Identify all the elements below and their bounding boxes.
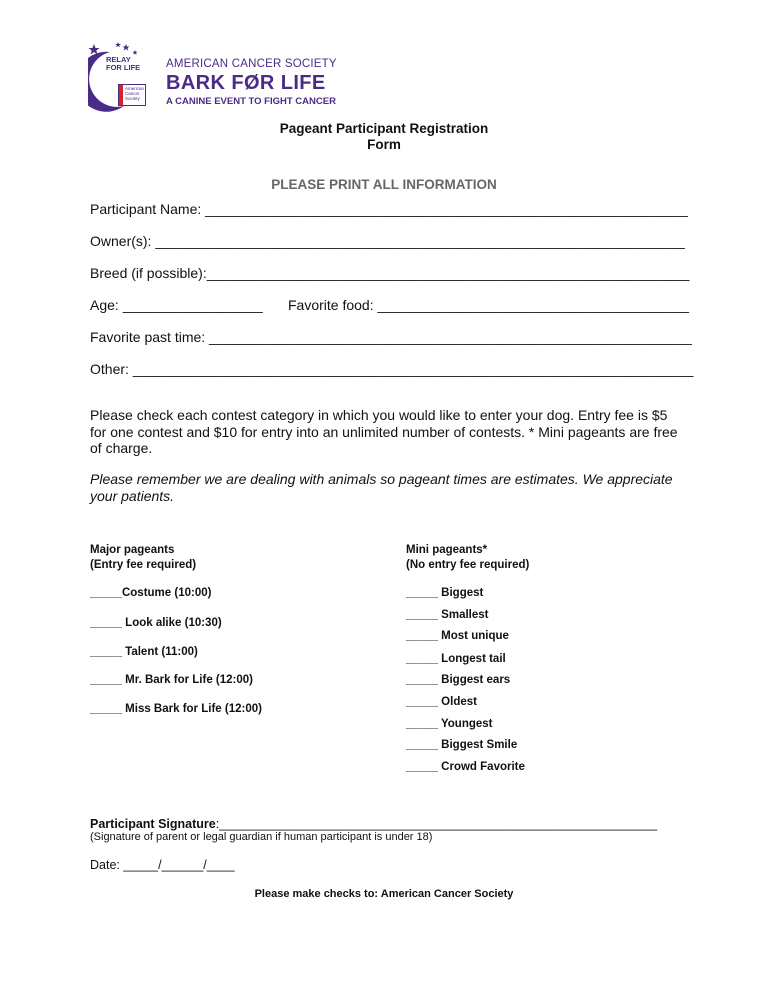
favorite-food-field[interactable]: Favorite food: ________________________________________: [288, 297, 689, 313]
mini-item-youngest[interactable]: _____ Youngest: [406, 718, 493, 730]
major-item-costume[interactable]: _____Costume (10:00): [90, 587, 212, 599]
mini-item-biggest-ears[interactable]: _____ Biggest ears: [406, 674, 511, 686]
signature-label: Participant Signature: [90, 817, 216, 831]
major-item-mr-bark[interactable]: _____ Mr. Bark for Life (12:00): [90, 674, 253, 686]
acs-mark: [118, 84, 146, 106]
mini-pageants-heading: Mini pageants*: [406, 544, 488, 556]
owners-field[interactable]: Owner(s): ____________________________________________________________________: [90, 233, 685, 249]
major-item-look-alike[interactable]: _____ Look alike (10:30): [90, 617, 222, 629]
mini-item-smallest[interactable]: _____ Smallest: [406, 609, 489, 621]
logo-org-name: AMERICAN CANCER SOCIETY: [166, 58, 337, 70]
date-field[interactable]: Date: _____/______/____: [90, 858, 235, 872]
participant-name-field[interactable]: Participant Name: ______________________________________________________________: [90, 201, 688, 217]
relay-text: RELAY: [106, 55, 131, 64]
form-title-line2: Form: [367, 137, 401, 152]
pageant-times-note: Please remember we are dealing with animals so pageant times are estimates. We appreciate your patients.: [90, 471, 673, 504]
signature-row[interactable]: [90, 817, 657, 831]
bark-for-life-logo: [88, 42, 338, 112]
entry-fee-instructions: Please check each contest category in which you would like to enter your dog. Entry fee is $5 for one contest and $10 for entry into an unlimited number of contests. * Mini pageants are free of charge.: [90, 407, 678, 456]
major-item-miss-bark[interactable]: _____ Miss Bark for Life (12:00): [90, 703, 262, 715]
mini-pageants-subheading: (No entry fee required): [406, 559, 530, 571]
form-title: Pageant Participant Registration: [279, 121, 489, 136]
major-pageants-heading: Major pageants: [90, 544, 175, 556]
acs-mark-text: American Cancer Society: [125, 86, 145, 101]
mini-item-biggest[interactable]: _____ Biggest: [406, 587, 484, 599]
mini-item-oldest[interactable]: _____ Oldest: [406, 696, 477, 708]
checks-payable-note: Please make checks to: American Cancer Society: [254, 888, 514, 900]
relay-for-life-mark: [106, 56, 140, 72]
acs-red-bar: [119, 85, 123, 105]
mini-item-longest-tail[interactable]: _____ Longest tail: [406, 653, 506, 665]
major-item-talent[interactable]: _____ Talent (11:00): [90, 646, 198, 658]
mini-item-crowd-favorite[interactable]: _____ Crowd Favorite: [406, 761, 525, 773]
other-field[interactable]: Other: ________________________________________________________________________: [90, 361, 694, 377]
mini-item-most-unique[interactable]: _____ Most unique: [406, 630, 509, 642]
breed-field[interactable]: Breed (if possible):______________________________________________________________: [90, 265, 690, 281]
signature-line[interactable]: :_______________________________________________________________: [215, 817, 658, 831]
favorite-past-time-field[interactable]: Favorite past time: ______________________________________________________________: [90, 329, 692, 345]
signature-note: (Signature of parent or legal guardian if human participant is under 18): [90, 831, 433, 843]
mini-item-biggest-smile[interactable]: _____ Biggest Smile: [406, 739, 518, 751]
major-pageants-subheading: (Entry fee required): [90, 559, 197, 571]
for-life-text: FOR LIFE: [106, 63, 141, 72]
age-field[interactable]: Age: __________________: [90, 297, 263, 313]
logo-event-name: BARK FØR LIFE: [166, 72, 326, 94]
logo-tagline: A CANINE EVENT TO FIGHT CANCER: [166, 96, 336, 107]
print-instruction: PLEASE PRINT ALL INFORMATION: [271, 177, 497, 192]
